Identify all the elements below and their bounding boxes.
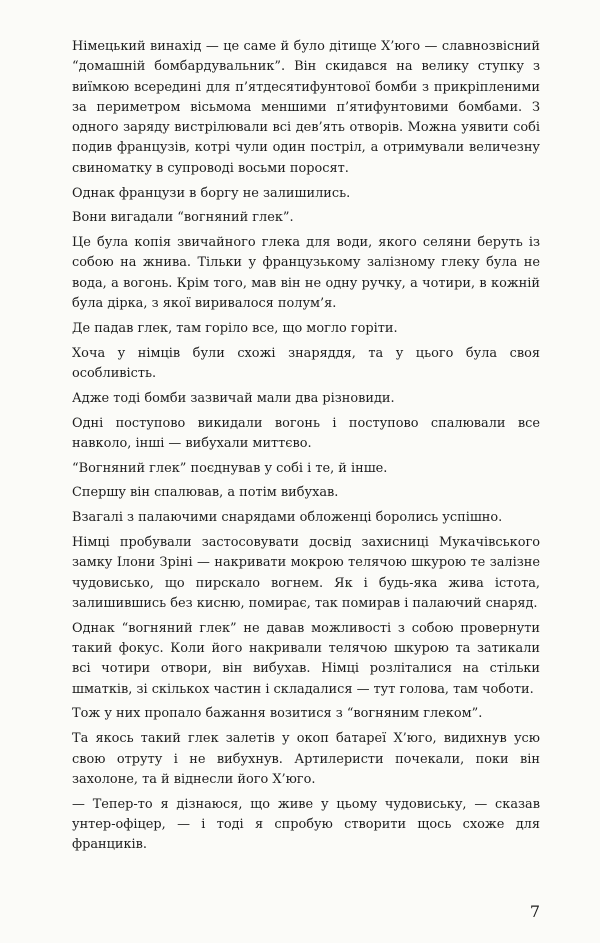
paragraph: Одні поступово викидали вогонь і поступово спалювали все навколо, інші — вибухали миттєво. [72,415,540,451]
paragraph: — Тепер-то я дізнаюся, що живе у цьому чудовиську, — сказав унтер-офіцер, — і тоді я спробую створити щось схоже для франциків. [72,796,540,853]
paragraph: Адже тоді бомби зазвичай мали два різновиди. [72,390,395,406]
paragraph: Хоча у німців були схожі знаряддя, та у цього була своя особливість. [72,345,540,381]
paragraph: Спершу він спалював, а потім вибухав. [72,485,339,501]
paragraph: Та якось такий глек залетів у окоп батареї Х’юго, видихнув усю свою отруту і не вибухнув. Артилеристи почекали, поки він захолоне, та й віднесли його Х’юго. [72,731,540,787]
paragraph: Однак “вогняний глек” не давав можливості з собою провернути такий фокус. Коли його накривали телячою шкурою та затикали всі чотири отвори, він вибухав. Німці розліталися на стільки шматків, зі скількох частин і складалися — тут голова, там чоботи. [72,620,540,697]
page-text [72,37,540,855]
paragraph: “Вогняний глек” поєднував у собі і те, й інше. [72,460,388,476]
paragraph: Німецький винахід — це саме й було дітище Х’юго — славнозвісний “домашній бомбардувальник”. Він скидався на велику ступку з виїмкою всередині для п’ятдесятифунтової бомби з прикріпленими за периметром вісьмома меншими п’ятифунтовими бомбами. З одного заряду вистрілювали всі дев’ять отворів. Можна уявити собі подив французів, котрі чули один постріл, а отримували величезну свиноматку в супроводі восьми поросят. [72,39,540,176]
paragraph: Це була копія звичайного глека для води, якого селяни беруть із собою на жнива. Тільки у французькому залізному глеку була не вода, а вогонь. Крім того, мав він не одну ручку, а чотири, в кожній була дірка, з якої виривалося полум’я. [72,235,540,312]
paragraph: Вони вигадали “вогняний глек”. [72,210,294,226]
paragraph: Де падав глек, там горіло все, що могло горіти. [72,320,398,336]
paragraph: Німці пробували застосовувати досвід захисниці Мукачівського замку Ілони Зріні — накривати мокрою телячою шкурою те залізне чудовисько, що пирскало вогнем. Як і будь-яка жива істота, залишившись без кисню, помирає, так помирав і палаючий снаряд. [72,535,540,611]
paragraph: Взагалі з палаючими снарядами обложенці боролись успішно. [72,510,503,526]
page-number: 7 [529,902,540,921]
paragraph: Тож у них пропало бажання возитися з “вогняним глеком”. [72,706,483,722]
paragraph: Однак французи в боргу не залишились. [72,185,351,201]
